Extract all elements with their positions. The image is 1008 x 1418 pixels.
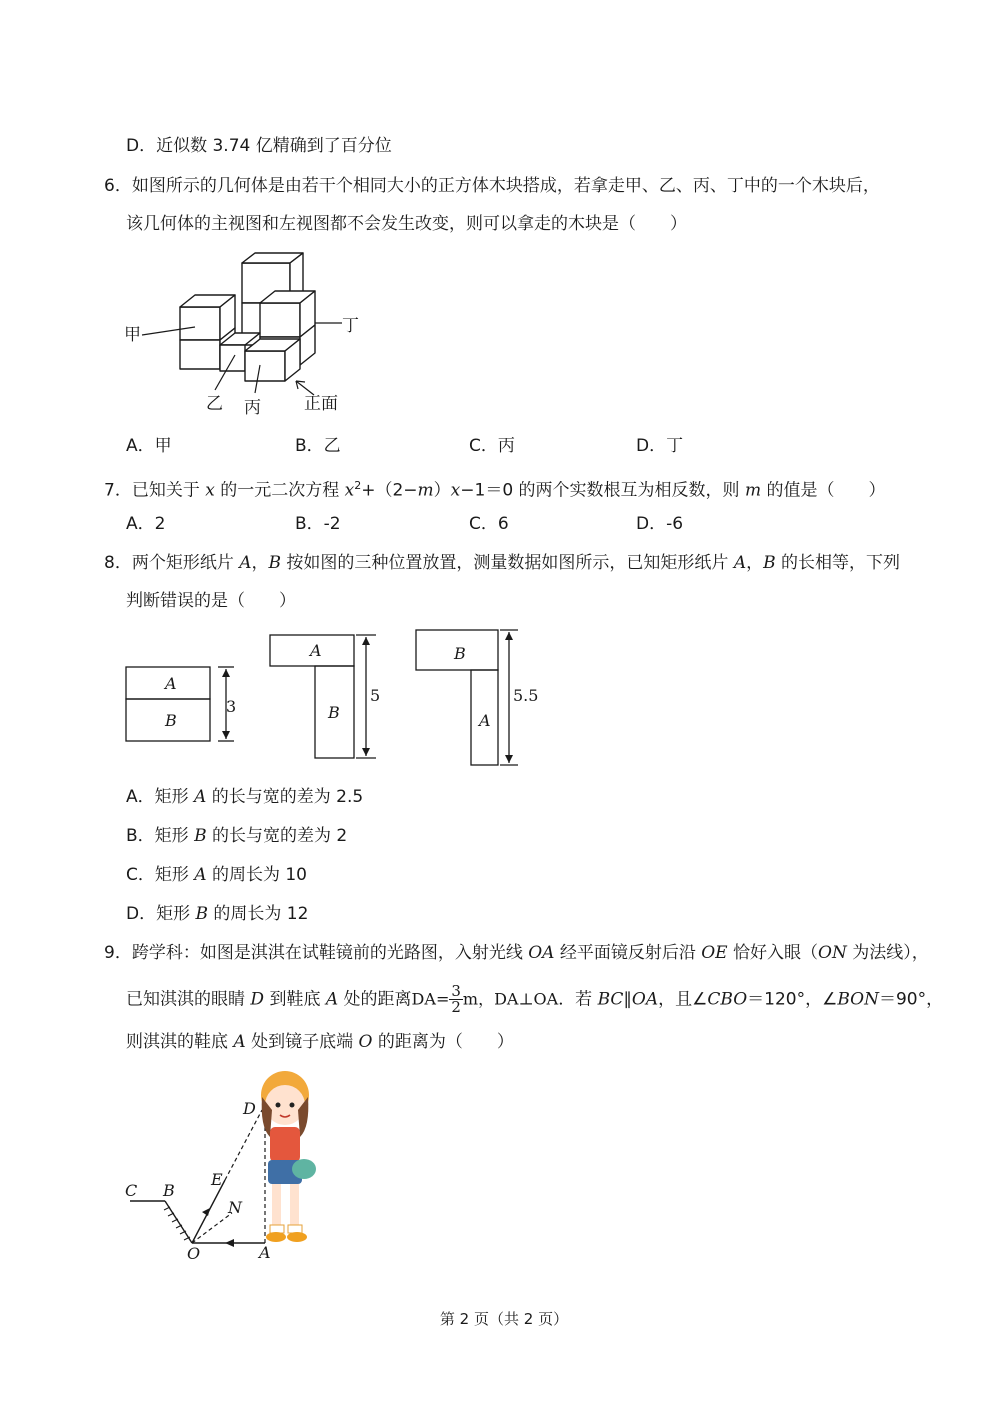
q8-option-d: D．矩形 B 的周长为 12 bbox=[126, 904, 309, 924]
fig3-label-b: B bbox=[454, 644, 466, 663]
q6-option-b: B．乙 bbox=[295, 436, 341, 456]
q9-stem-line2: 已知淇淇的眼睛 D 到鞋底 A 处的距离DA= $\frac{3}{2}$ m，DA⊥OA．若 BC∥OA，且∠CBO＝120°，∠BON＝90°， bbox=[126, 982, 944, 1016]
q8-rectangles-figure bbox=[120, 625, 550, 775]
fig3-label-a: A bbox=[479, 711, 491, 730]
q9-stem-line1: 9．跨学科：如图是淇淇在试鞋镜前的光路图，入射光线 OA 经平面镜反射后沿 OE 恰好入眼（ON 为法线）， bbox=[104, 943, 929, 963]
label-c: C bbox=[125, 1181, 138, 1200]
label-bing: 丙 bbox=[244, 398, 261, 418]
fig1-measure: 3 bbox=[226, 697, 237, 716]
q8-option-a: A．矩形 A 的长与宽的差为 2.5 bbox=[126, 787, 364, 807]
q7-option-a: A．2 bbox=[126, 514, 166, 534]
arrow-oa bbox=[225, 1239, 234, 1247]
label-b: B bbox=[163, 1181, 175, 1200]
q6-stem-line1: 6．如图所示的几何体是由若干个相同大小的正方体木块搭成，若拿走甲、乙、丙、丁中的一个木块后， bbox=[104, 176, 880, 196]
q6-option-d: D．丁 bbox=[636, 436, 684, 456]
label-n: N bbox=[228, 1198, 242, 1217]
q6-option-c: C．丙 bbox=[469, 436, 515, 456]
q7-option-b: B．-2 bbox=[295, 514, 341, 534]
q9-stem-line3: 则淇淇的鞋底 A 处到镜子底端 O 的距离为（ ） bbox=[126, 1032, 514, 1052]
q7-option-c: C．6 bbox=[469, 514, 509, 534]
normal-on bbox=[192, 1213, 232, 1243]
q7-option-d: D．-6 bbox=[636, 514, 684, 534]
fig1-label-a: A bbox=[165, 674, 177, 693]
label-yi: 乙 bbox=[206, 394, 223, 414]
label-d: D bbox=[243, 1099, 256, 1118]
label-ding: 丁 bbox=[342, 316, 359, 336]
q8-option-b: B．矩形 B 的长与宽的差为 2 bbox=[126, 826, 348, 846]
q8-option-c: C．矩形 A 的周长为 10 bbox=[126, 865, 308, 885]
q8-stem-line2: 判断错误的是（ ） bbox=[126, 591, 296, 611]
line-ed bbox=[225, 1110, 262, 1180]
label-a: A bbox=[259, 1243, 271, 1262]
fig2-label-b: B bbox=[328, 703, 340, 722]
label-front: 正面 bbox=[304, 394, 338, 414]
q6-stem-line2: 该几何体的主视图和左视图都不会发生改变，则可以拿走的木块是（ ） bbox=[126, 214, 687, 234]
q8-stem-line1: 8．两个矩形纸片 A，B 按如图的三种位置放置，测量数据如图所示，已知矩形纸片 A，B 的长相等，下列 bbox=[104, 553, 901, 573]
q5-option-d: D．近似数 3.74 亿精确到了百分位 bbox=[126, 136, 392, 156]
fig2-label-a: A bbox=[310, 641, 322, 660]
fig1-label-b: B bbox=[165, 711, 177, 730]
fig3-measure: 5.5 bbox=[513, 686, 539, 705]
label-o: O bbox=[187, 1244, 201, 1263]
q6-cube-figure bbox=[120, 245, 360, 420]
label-jia: 甲 bbox=[124, 325, 141, 345]
girl-illustration bbox=[261, 1071, 316, 1242]
fig2-measure: 5 bbox=[370, 686, 381, 705]
q7-stem: 7．已知关于 x 的一元二次方程 $x^2+(2-m)x-1=0$ 的两个实数根互为相反数，则 m 的值是（ ） bbox=[104, 479, 886, 501]
label-e: E bbox=[211, 1170, 223, 1189]
q9-mirror-figure bbox=[120, 1065, 340, 1265]
page-footer: 第 2 页（共 2 页） bbox=[439, 1310, 569, 1328]
fraction-3-2: $\frac{3}{2}$ bbox=[451, 982, 461, 1016]
q6-option-a: A．甲 bbox=[126, 436, 172, 456]
